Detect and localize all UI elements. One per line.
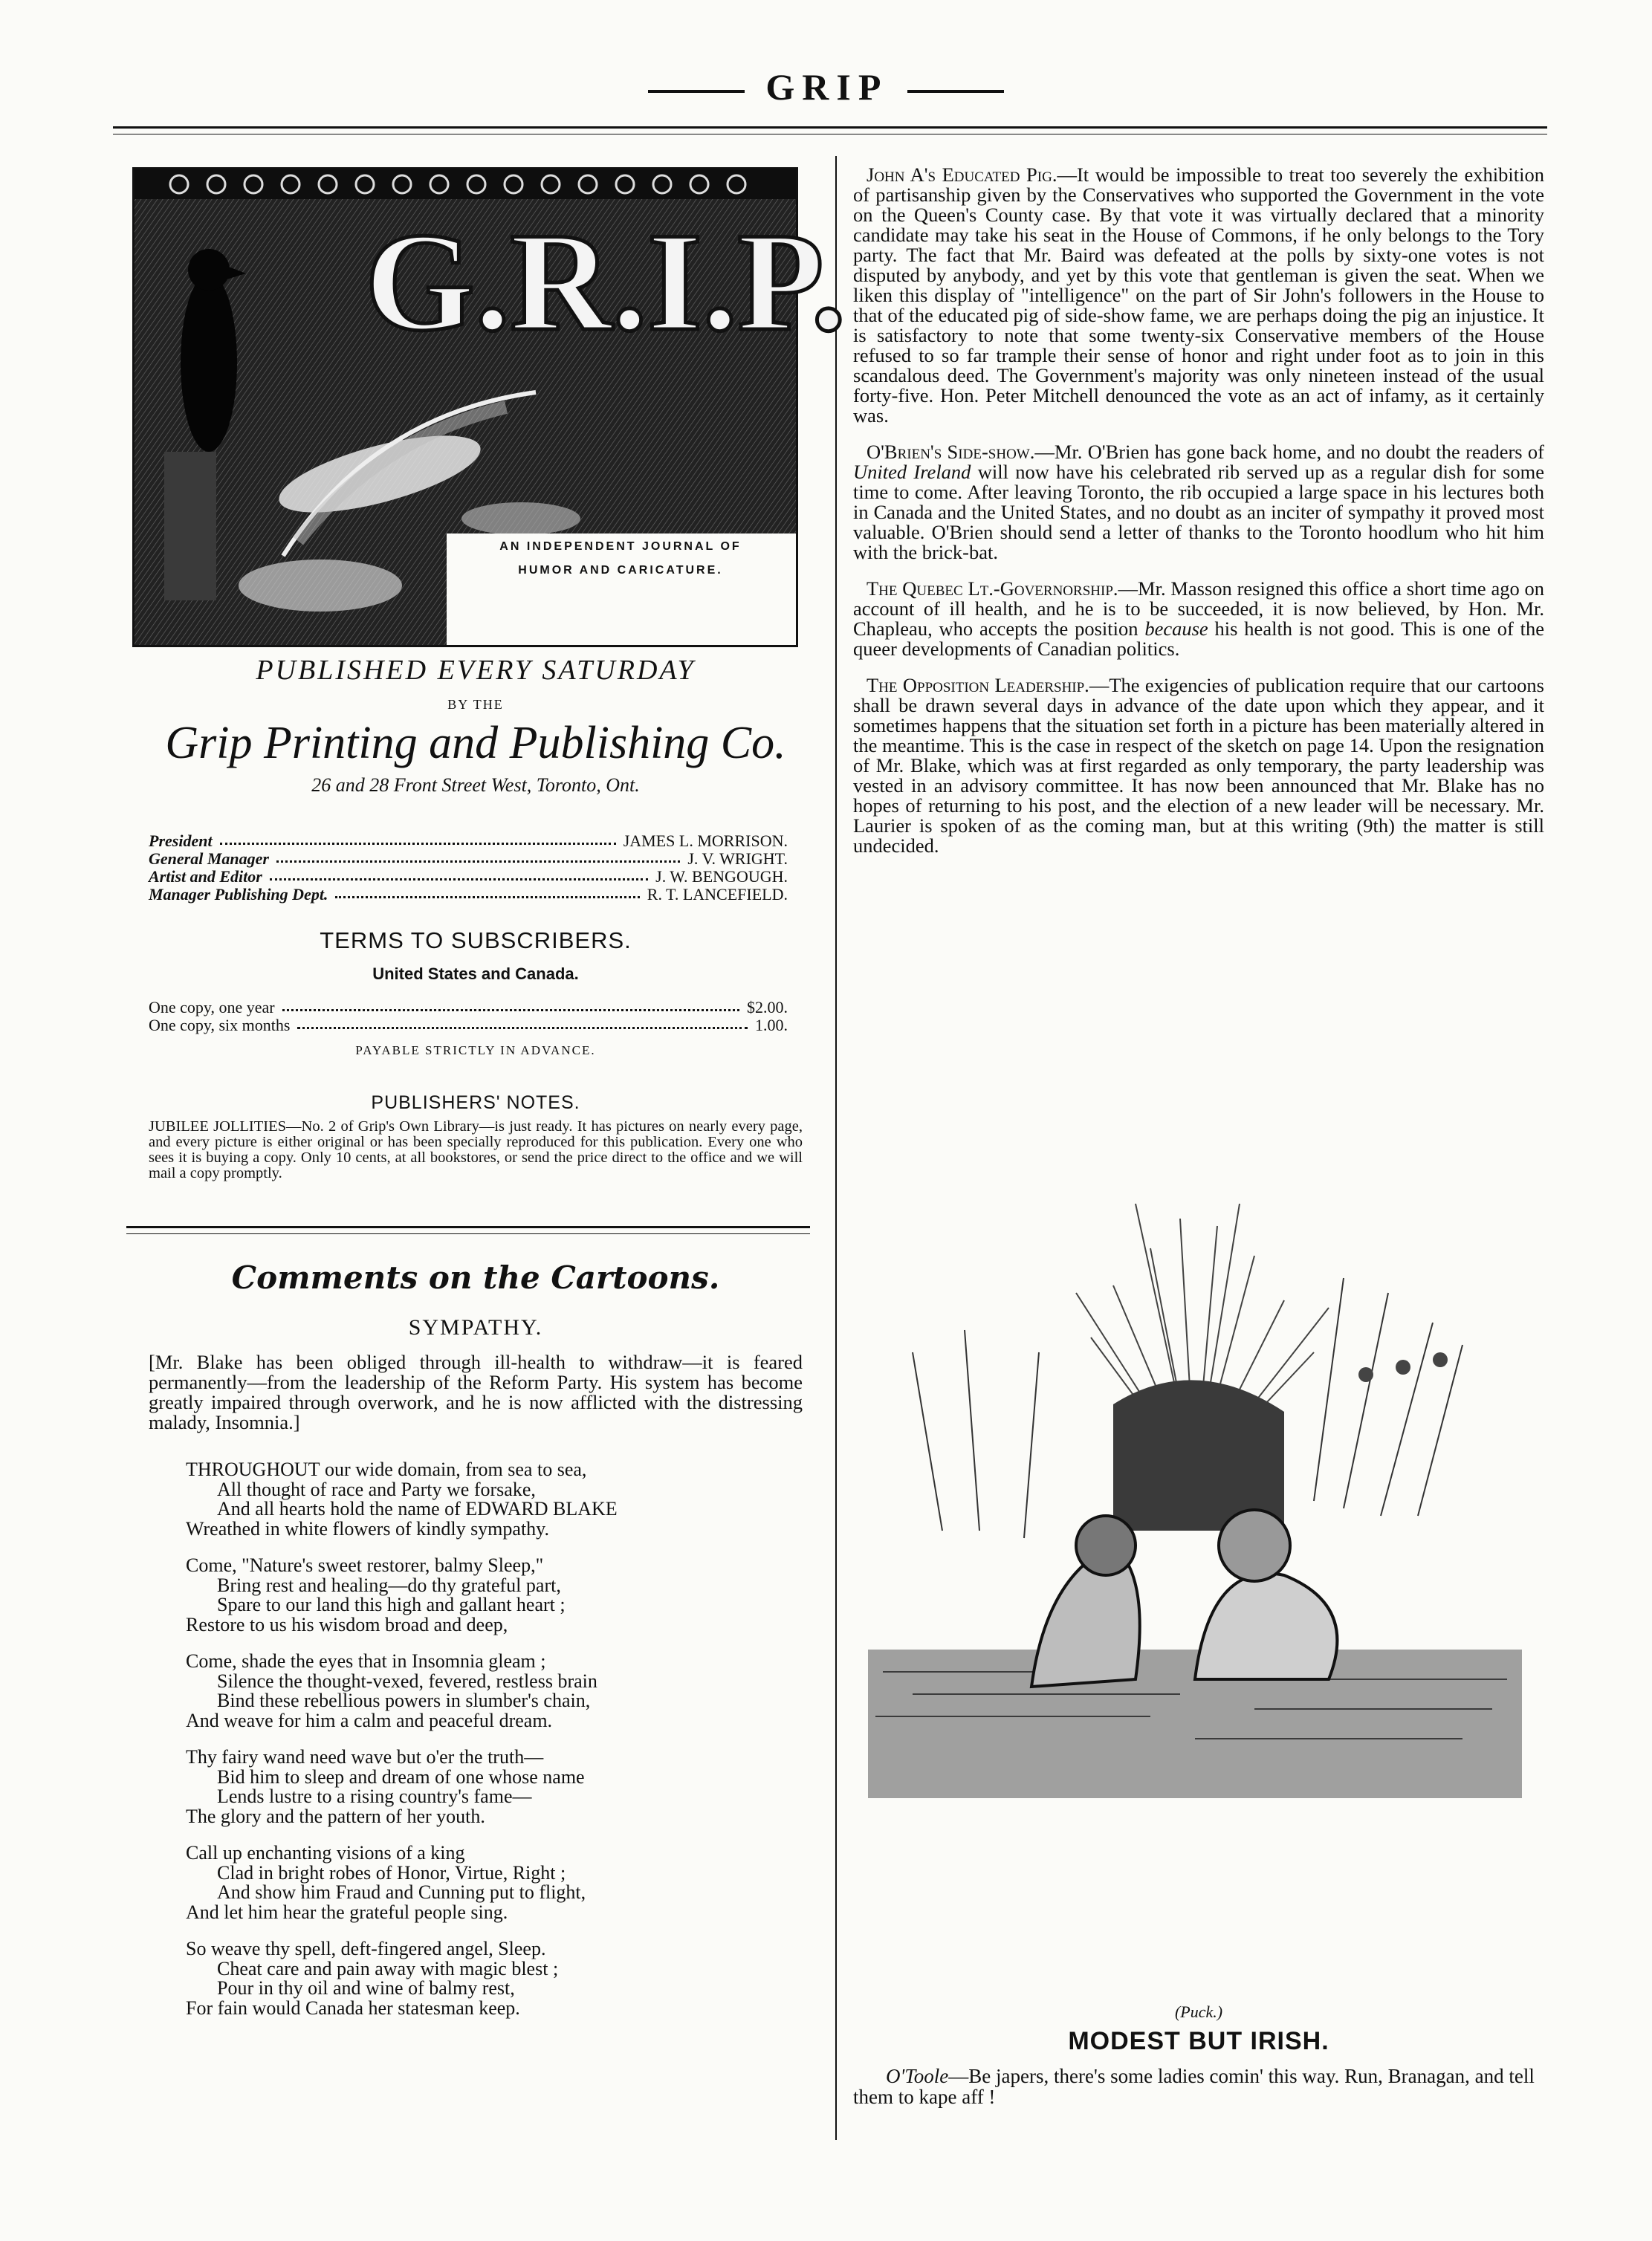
paragraph-italic: because — [1144, 617, 1208, 640]
header-rule-top — [113, 126, 1547, 129]
editorial-paragraph — [853, 579, 1544, 659]
cartoon-caption — [853, 2066, 1544, 2107]
drop-word: THROUGHOUT — [186, 1459, 320, 1480]
poem-line: So weave thy spell, deft-fingered angel, Sleep. — [186, 1938, 546, 1959]
poem-line: Bring rest and healing—do thy grateful part, — [217, 1574, 561, 1596]
poem-line: Lends lustre to a rising country's fame— — [217, 1786, 532, 1807]
officer-name: R. T. LANCEFIELD. — [647, 885, 788, 904]
price-value: $2.00. — [747, 998, 788, 1016]
sympathy-intro: [Mr. Blake has been obliged through ill-health to withdraw—it is feared permanently—from the leadership of the Reform Party. His system has become greatly impaired through overwork, and he is now afflicted with the distressing malady, Insomnia.] — [149, 1351, 803, 1433]
paragraph-text: —Mr. Masson resigned this office a short time ago on account of ill health, and he is to be succeeded, it is now believed, by Hon. Mr. Chapleau, who accepts the position — [853, 577, 1544, 640]
cartoon-credit: (Puck.) — [1174, 2002, 1223, 2021]
cartoon-illustration — [868, 1159, 1522, 1924]
poem-line: All thought of race and Party we forsake, — [217, 1478, 536, 1500]
comments-heading: Comments on the Cartoons. — [231, 1259, 720, 1296]
poem-stanza — [186, 1843, 803, 1922]
poem-line: Spare to our land this high and gallant heart ; — [217, 1594, 566, 1615]
officer-name: JAMES L. MORRISON. — [623, 831, 788, 850]
publication-by: BY THE — [447, 697, 504, 712]
officer-row — [149, 832, 788, 850]
poem-line: For fain would Canada her statesman keep. — [186, 1997, 520, 2019]
editorial-paragraph — [853, 165, 1544, 426]
publisher-name: Grip Printing and Publishing Co. — [165, 718, 786, 768]
paragraph-heading: O'Brien's Side-show. — [867, 441, 1035, 463]
masthead — [0, 65, 1652, 108]
logo-subtitle-line-2: HUMOR AND CARICATURE. — [518, 564, 723, 577]
poem-line — [186, 1460, 803, 1480]
paragraph-italic: United Ireland — [853, 461, 971, 483]
paragraph-heading: John A's Educated Pig. — [867, 163, 1057, 186]
poem-line: Pour in thy oil and wine of balmy rest, — [217, 1977, 515, 1999]
poem-line: Bind these rebellious powers in slumber's chain, — [217, 1690, 591, 1711]
subscription-prices — [149, 999, 788, 1034]
officer-name: J. V. WRIGHT. — [687, 849, 788, 868]
column-divider — [835, 156, 837, 2140]
poem-line: The glory and the pattern of her youth. — [186, 1805, 485, 1827]
poem-line: Thy fairy wand need wave but o'er the truth— — [186, 1746, 544, 1768]
poem-stanza — [186, 1748, 803, 1826]
poem-stanza — [186, 1652, 803, 1731]
section-rule-thin — [126, 1233, 810, 1234]
price-row — [149, 1016, 788, 1034]
officer-row — [149, 868, 788, 886]
poem-line — [186, 1499, 803, 1520]
publishers-notes-body — [149, 1119, 803, 1181]
paragraph-text: —It would be impossible to treat too severely the exhibition of partisanship given by the Conservatives who supported the Government in the vote on the Queen's County case. By that vote it was virtually declared that a minority candidate may take his seat in the House of Commons, if he only belongs to the Tory party. The fact that Mr. Baird was defeated at the polls by sixty-one votes is not disputed by anybody, and yet by this vote that gentleman is given the seat. When we liken this display of "intelligence" on the part of Sir John's followers in the House to that of the educated pig of side-show fame, we are perhaps doing the pig an injustice. It is satisfactory to note that some twenty-six Conservative members of the House refused to so far trample their sense of honor and right under foot as to join in this scandalous deed. The Government's majority was only nineteen instead of the usual forty-five. Hon. Peter Mitchell denounced the vote as an act of infamy, as it certainly was. — [853, 163, 1544, 427]
officer-name: J. W. BENGOUGH. — [655, 867, 788, 886]
paragraph-heading: The Opposition Leadership. — [867, 674, 1089, 696]
officer-role: President — [149, 831, 213, 850]
terms-subtitle: United States and Canada. — [372, 964, 579, 983]
logo-subtitle-line-1: AN INDEPENDENT JOURNAL OF — [499, 540, 742, 553]
payable-note: PAYABLE STRICTLY IN ADVANCE. — [355, 1043, 596, 1057]
price-label: One copy, one year — [149, 998, 275, 1016]
cartoon-drawing — [868, 1159, 1522, 1924]
caption-text: —Be japers, there's some ladies comin' this way. Run, Branagan, and tell them to kape aff ! — [853, 2065, 1535, 2108]
price-row — [149, 999, 788, 1016]
officer-row — [149, 850, 788, 868]
poem-line: Call up enchanting visions of a king — [186, 1842, 465, 1864]
editorial-column — [853, 165, 1544, 872]
terms-title: TERMS TO SUBSCRIBERS. — [320, 927, 632, 953]
poem-line: Bid him to sleep and dream of one whose name — [217, 1765, 585, 1788]
section-rule — [126, 1226, 810, 1228]
sympathy-title: SYMPATHY. — [408, 1315, 543, 1340]
notes-text: —No. 2 of Grip's Own Library—is just ready. It has pictures on nearly every page, and every picture is either original or has been specially reproduced for this publication. Every one who sees it is buying a copy. Only 10 cents, at all bookstores, or send the price direct to the office and we will mail a copy promptly. — [149, 1118, 803, 1181]
officer-role: Manager Publishing Dept. — [149, 885, 328, 904]
poem-line: And let him hear the grateful people sing. — [186, 1901, 508, 1923]
logo-title-text: G.R.I.P. — [365, 204, 846, 360]
poem-line: Wreathed in white flowers of kindly sympathy. — [186, 1517, 549, 1540]
poem-line-text: And all hearts hold the name of — [217, 1498, 466, 1520]
masthead-rule-left — [648, 90, 745, 93]
poem-line: Come, "Nature's sweet restorer, balmy Sleep," — [186, 1554, 544, 1576]
price-label: One copy, six months — [149, 1016, 291, 1034]
paragraph-text: —The exigencies of publication require that our cartoons shall be drawn several days in advance of the date upon which they appear, and it sometimes happens that the situation set forth in a picture has been materially altered in the meantime. This is the case in respect of the sketch on page 14. Upon the resignation of Mr. Blake, which was at first regarded as only temporary, the party leadership was vested in an advisory committee. It has now been announced that Mr. Blake has no hopes of returning to his post, and the election of a new leader will be necessary. Mr. Laurier is spoken of as the coming man, but at this writing (9th) the matter is still undecided. — [853, 674, 1544, 857]
notes-head: JUBILEE JOLLITIES — [149, 1118, 287, 1135]
poem-line: Silence the thought-vexed, fevered, restless brain — [217, 1670, 597, 1692]
price-value: 1.00. — [755, 1016, 788, 1034]
poem-stanza — [186, 1939, 803, 2018]
officers-list — [149, 832, 788, 904]
masthead-rule-right — [907, 90, 1004, 93]
officer-row — [149, 886, 788, 904]
poem-line: Come, shade the eyes that in Insomnia gleam ; — [186, 1650, 546, 1672]
publishers-notes-title: PUBLISHERS' NOTES. — [371, 1092, 580, 1113]
poem-line: And show him Fraud and Cunning put to flight, — [217, 1881, 586, 1903]
poem-name: EDWARD BLAKE — [465, 1498, 618, 1520]
publication-block — [149, 654, 803, 797]
officer-role: Artist and Editor — [149, 867, 262, 886]
poem-line: Clad in bright robes of Honor, Virtue, Right ; — [217, 1861, 566, 1884]
paragraph-text: —Mr. O'Brien has gone back home, and no doubt the readers of — [1034, 441, 1544, 463]
publisher-address: 26 and 28 Front Street West, Toronto, Ont. — [311, 774, 640, 796]
publication-frequency: PUBLISHED EVERY SATURDAY — [256, 655, 696, 686]
cartoon-title: MODEST BUT IRISH. — [1068, 2027, 1329, 2055]
poem-line: Cheat care and pain away with magic blest ; — [217, 1957, 559, 1979]
editorial-paragraph — [853, 442, 1544, 562]
poem-line-text: our wide domain, from sea to sea, — [320, 1459, 587, 1480]
caption-speaker: O'Toole — [886, 2065, 949, 2087]
editorial-paragraph — [853, 675, 1544, 856]
masthead-title: GRIP — [765, 66, 887, 108]
logo-subtitle — [461, 535, 780, 583]
paragraph-heading: The Quebec Lt.-Governorship. — [867, 577, 1118, 600]
poem-stanza — [186, 1556, 803, 1635]
poem-line: Restore to us his wisdom broad and deep, — [186, 1613, 508, 1635]
officer-role: General Manager — [149, 849, 269, 868]
paragraph-text: will now have his celebrated rib served up as a regular dish for some time to come. After leaving Toronto, the rib occupied a large space in his lectures both in Canada and the United States, and no doubt as an inciter of sympathy it proved most valuable. O'Brien should send a letter of thanks to the Toronto hoodlum who hit him with the brick-bat. — [853, 461, 1545, 563]
sympathy-poem — [186, 1460, 803, 2035]
poem-stanza — [186, 1460, 803, 1539]
poem-line: And weave for him a calm and peaceful dream. — [186, 1709, 553, 1731]
paragraph-text: his health is not good. This is one of the queer developments of Canadian politics. — [853, 617, 1545, 660]
